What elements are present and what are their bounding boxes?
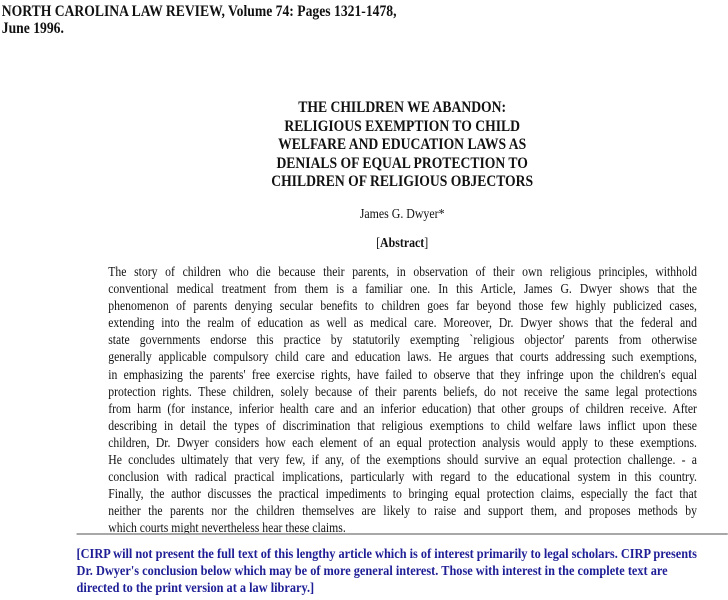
abstract-line: describing in detail the types of discrimination that religious exemptions to child welfare laws inflict upon these [108, 417, 697, 433]
article-title [138, 99, 666, 192]
title-line: THE CHILDREN WE ABANDON: [298, 99, 507, 116]
abstract-line: neither the parents nor the children themselves are likely to raise and support them, and proposes methods by [108, 503, 697, 519]
cirp-note [77, 546, 728, 597]
abstract-line: from harm (for instance, inferior health care and an inferior education) that other groups of children receive. After [108, 400, 697, 416]
title-line: RELIGIOUS EXEMPTION TO CHILD [284, 117, 520, 135]
title-line: CHILDREN OF RELIGIOUS OBJECTORS [271, 173, 534, 190]
abstract-text [108, 263, 697, 537]
abstract-line: extending into the realm of education as well as medical care. Moreover, Dr. Dwyer shows that the federal and [108, 315, 697, 331]
abstract-label: Abstract [380, 235, 425, 250]
abstract-line: protection rights. These children, solely because of their parents beliefs, do not receive the same legal protections [108, 383, 697, 399]
citation-header [2, 3, 397, 37]
abstract-line: children, Dr. Dwyer considers how each element of an equal protection analysis would apply to these exemptions. [108, 434, 697, 450]
bracket: ] [424, 235, 429, 250]
note-line: directed to the print version at a law library.] [76, 581, 315, 596]
abstract-line: conventional medical treatment from them is a familiar one. In this Article, James G. Dwyer shows that the [108, 281, 697, 297]
abstract-line: in emphasizing the parents' free exercise rights, have failed to observe that they infringe upon the children's equal [108, 366, 697, 382]
abstract-line: phenomenon of parents denying secular benefits to children goes far beyond those few highly publicized cases, [108, 298, 697, 314]
abstract-line: conclusion with radical practical implications, particularly with regard to the educational system in this country. [108, 469, 697, 485]
note-line: Dr. Dwyer's conclusion below which may be of more general interest. Those with interest in the complete text are [76, 564, 668, 579]
divider [77, 533, 728, 535]
note-line: [CIRP will not present the full text of this lengthy article which is of interest primarily to legal scholars. CIRP presents [76, 547, 697, 562]
abstract-line: which courts might nevertheless hear these claims. [108, 520, 346, 536]
bracket: [ [376, 235, 381, 250]
citation-line: NORTH CAROLINA LAW REVIEW, Volume 74: Pages 1321-1478, [1, 3, 397, 20]
title-line: DENIALS OF EQUAL PROTECTION TO [276, 154, 528, 172]
abstract-line: Finally, the author discusses the practical impediments to bringing equal protection claims, especially the fact that [108, 486, 697, 502]
abstract-line: state governments endorse this practice by statutorily exempting `religious objector' parents from otherwise [108, 332, 697, 348]
abstract-line: The story of children who die because their parents, in observation of their own religious principles, withhold [108, 264, 697, 279]
abstract-line: generally applicable compulsory child care and education laws. He argues that courts addressing such exemptions, [108, 349, 697, 365]
title-line: WELFARE AND EDUCATION LAWS AS [278, 136, 527, 153]
citation-date: June 1996. [1, 20, 64, 37]
author: James G. Dwyer* [359, 206, 445, 221]
abstract-heading [138, 235, 666, 251]
abstract-line: He concludes ultimately that very few, if any, of the exemptions should survive an equal protection challenge. - a [108, 452, 697, 468]
